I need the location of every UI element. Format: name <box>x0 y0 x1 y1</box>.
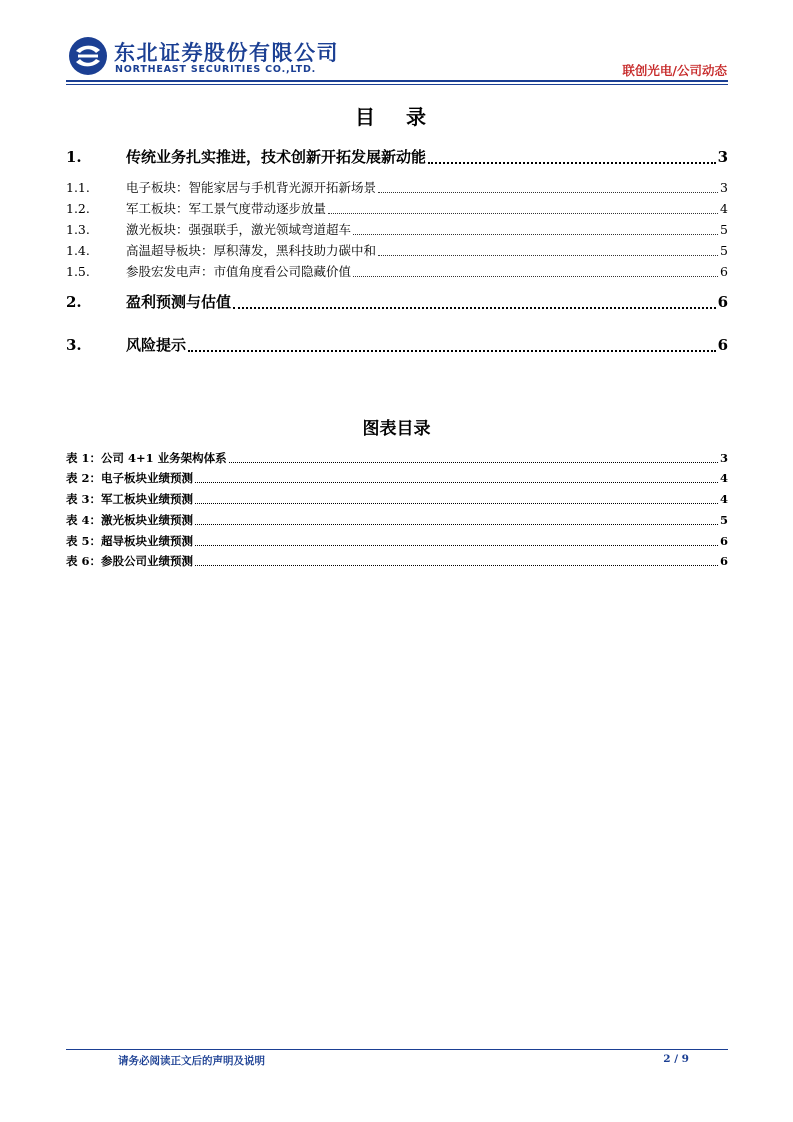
dot-leader <box>378 192 718 193</box>
figure-entry-6[interactable] <box>66 553 728 569</box>
toc-entry-page: 4 <box>720 201 728 216</box>
dot-leader <box>233 307 716 309</box>
toc-entry-1-4[interactable] <box>66 241 728 259</box>
report-tag: 联创光电/公司动态 <box>622 63 727 78</box>
dot-leader <box>328 213 718 214</box>
toc-entry-1-2[interactable] <box>66 199 728 217</box>
figure-entry-1[interactable] <box>66 450 728 466</box>
footer-disclaimer: 请务必阅读正文后的声明及说明 <box>118 1055 265 1067</box>
toc-entry-label: 参股宏发电声：市值角度看公司隐藏价值 <box>126 264 352 279</box>
header-divider <box>66 80 728 82</box>
dot-leader <box>353 276 718 277</box>
toc-entry-1-5[interactable] <box>66 262 728 280</box>
figure-entry-label: 表 2：电子板块业绩预测 <box>66 471 194 485</box>
figure-entry-label: 表 4：激光板块业绩预测 <box>66 513 194 527</box>
toc-entry-number: 1. <box>66 148 82 166</box>
toc-entry-3[interactable] <box>66 334 728 356</box>
toc-entry-number: 1.3. <box>66 222 90 237</box>
toc-entry-number: 1.4. <box>66 243 90 258</box>
toc-entry-label: 风险提示 <box>126 336 187 354</box>
figure-entry-label: 表 3：军工板块业绩预测 <box>66 492 194 506</box>
figure-entry-label: 表 5：超导板块业绩预测 <box>66 534 194 548</box>
figure-entry-page: 6 <box>719 534 728 548</box>
toc-entry-label: 激光板块：强强联手，激光领域弯道超车 <box>126 222 352 237</box>
figure-entry-label: 表 6：参股公司业绩预测 <box>66 554 194 568</box>
figure-entry-page: 6 <box>719 554 728 568</box>
dot-leader <box>378 255 718 256</box>
figure-entry-5[interactable] <box>66 533 728 549</box>
header-divider-thin <box>66 84 728 85</box>
dot-leader <box>353 234 718 235</box>
figure-entry-page: 5 <box>719 513 728 527</box>
page-number: 2 / 9 <box>663 1053 689 1065</box>
toc-entry-page: 6 <box>720 264 728 279</box>
figure-list-title: 图表目录 <box>362 419 431 439</box>
dot-leader <box>229 462 718 463</box>
figure-entry-4[interactable] <box>66 512 728 528</box>
toc-entry-label: 传统业务扎实推进，技术创新开拓发展新动能 <box>126 148 427 166</box>
footer-divider <box>66 1049 728 1050</box>
toc-entry-number: 1.2. <box>66 201 90 216</box>
toc-entry-page: 5 <box>720 222 728 237</box>
toc-entry-1-3[interactable] <box>66 220 728 238</box>
company-name-cn: 东北证券股份有限公司 <box>114 41 339 65</box>
toc-entry-1-1[interactable] <box>66 178 728 196</box>
toc-entry-number: 3. <box>66 336 82 354</box>
figure-entry-page: 4 <box>719 492 728 506</box>
toc-entry-page: 3 <box>717 148 728 166</box>
toc-entry-label: 军工板块：军工景气度带动逐步放量 <box>126 201 327 216</box>
dot-leader <box>195 524 718 525</box>
toc-entry-label: 盈利预测与估值 <box>126 293 232 311</box>
toc-entry-label: 高温超导板块：厚积薄发，黑科技助力碳中和 <box>126 243 377 258</box>
figure-entry-page: 3 <box>719 451 728 465</box>
toc-entry-number: 1.5. <box>66 264 90 279</box>
figure-entry-label: 表 1：公司 4+1 业务架构体系 <box>66 451 227 465</box>
toc-entry-page: 5 <box>720 243 728 258</box>
toc-entry-page: 3 <box>720 180 728 195</box>
toc-entry-label: 电子板块：智能家居与手机背光源开拓新场景 <box>126 180 377 195</box>
northeast-securities-logo-icon <box>68 36 108 76</box>
dot-leader <box>195 545 718 546</box>
company-name-en: NORTHEAST SECURITIES CO.,LTD. <box>115 64 317 75</box>
toc-title: 目 录 <box>355 105 438 129</box>
page-header <box>0 0 793 90</box>
dot-leader <box>195 482 718 483</box>
toc-entry-number: 1.1. <box>66 180 90 195</box>
toc-entry-1[interactable] <box>66 146 728 168</box>
figure-entry-page: 4 <box>719 471 728 485</box>
toc-entry-number: 2. <box>66 293 82 311</box>
toc-entry-page: 6 <box>717 336 728 354</box>
figure-entry-3[interactable] <box>66 491 728 507</box>
dot-leader <box>195 503 718 504</box>
toc-entry-2[interactable] <box>66 291 728 313</box>
dot-leader <box>195 565 718 566</box>
dot-leader <box>188 350 716 352</box>
dot-leader <box>428 162 716 164</box>
figure-entry-2[interactable] <box>66 470 728 486</box>
toc-entry-page: 6 <box>717 293 728 311</box>
